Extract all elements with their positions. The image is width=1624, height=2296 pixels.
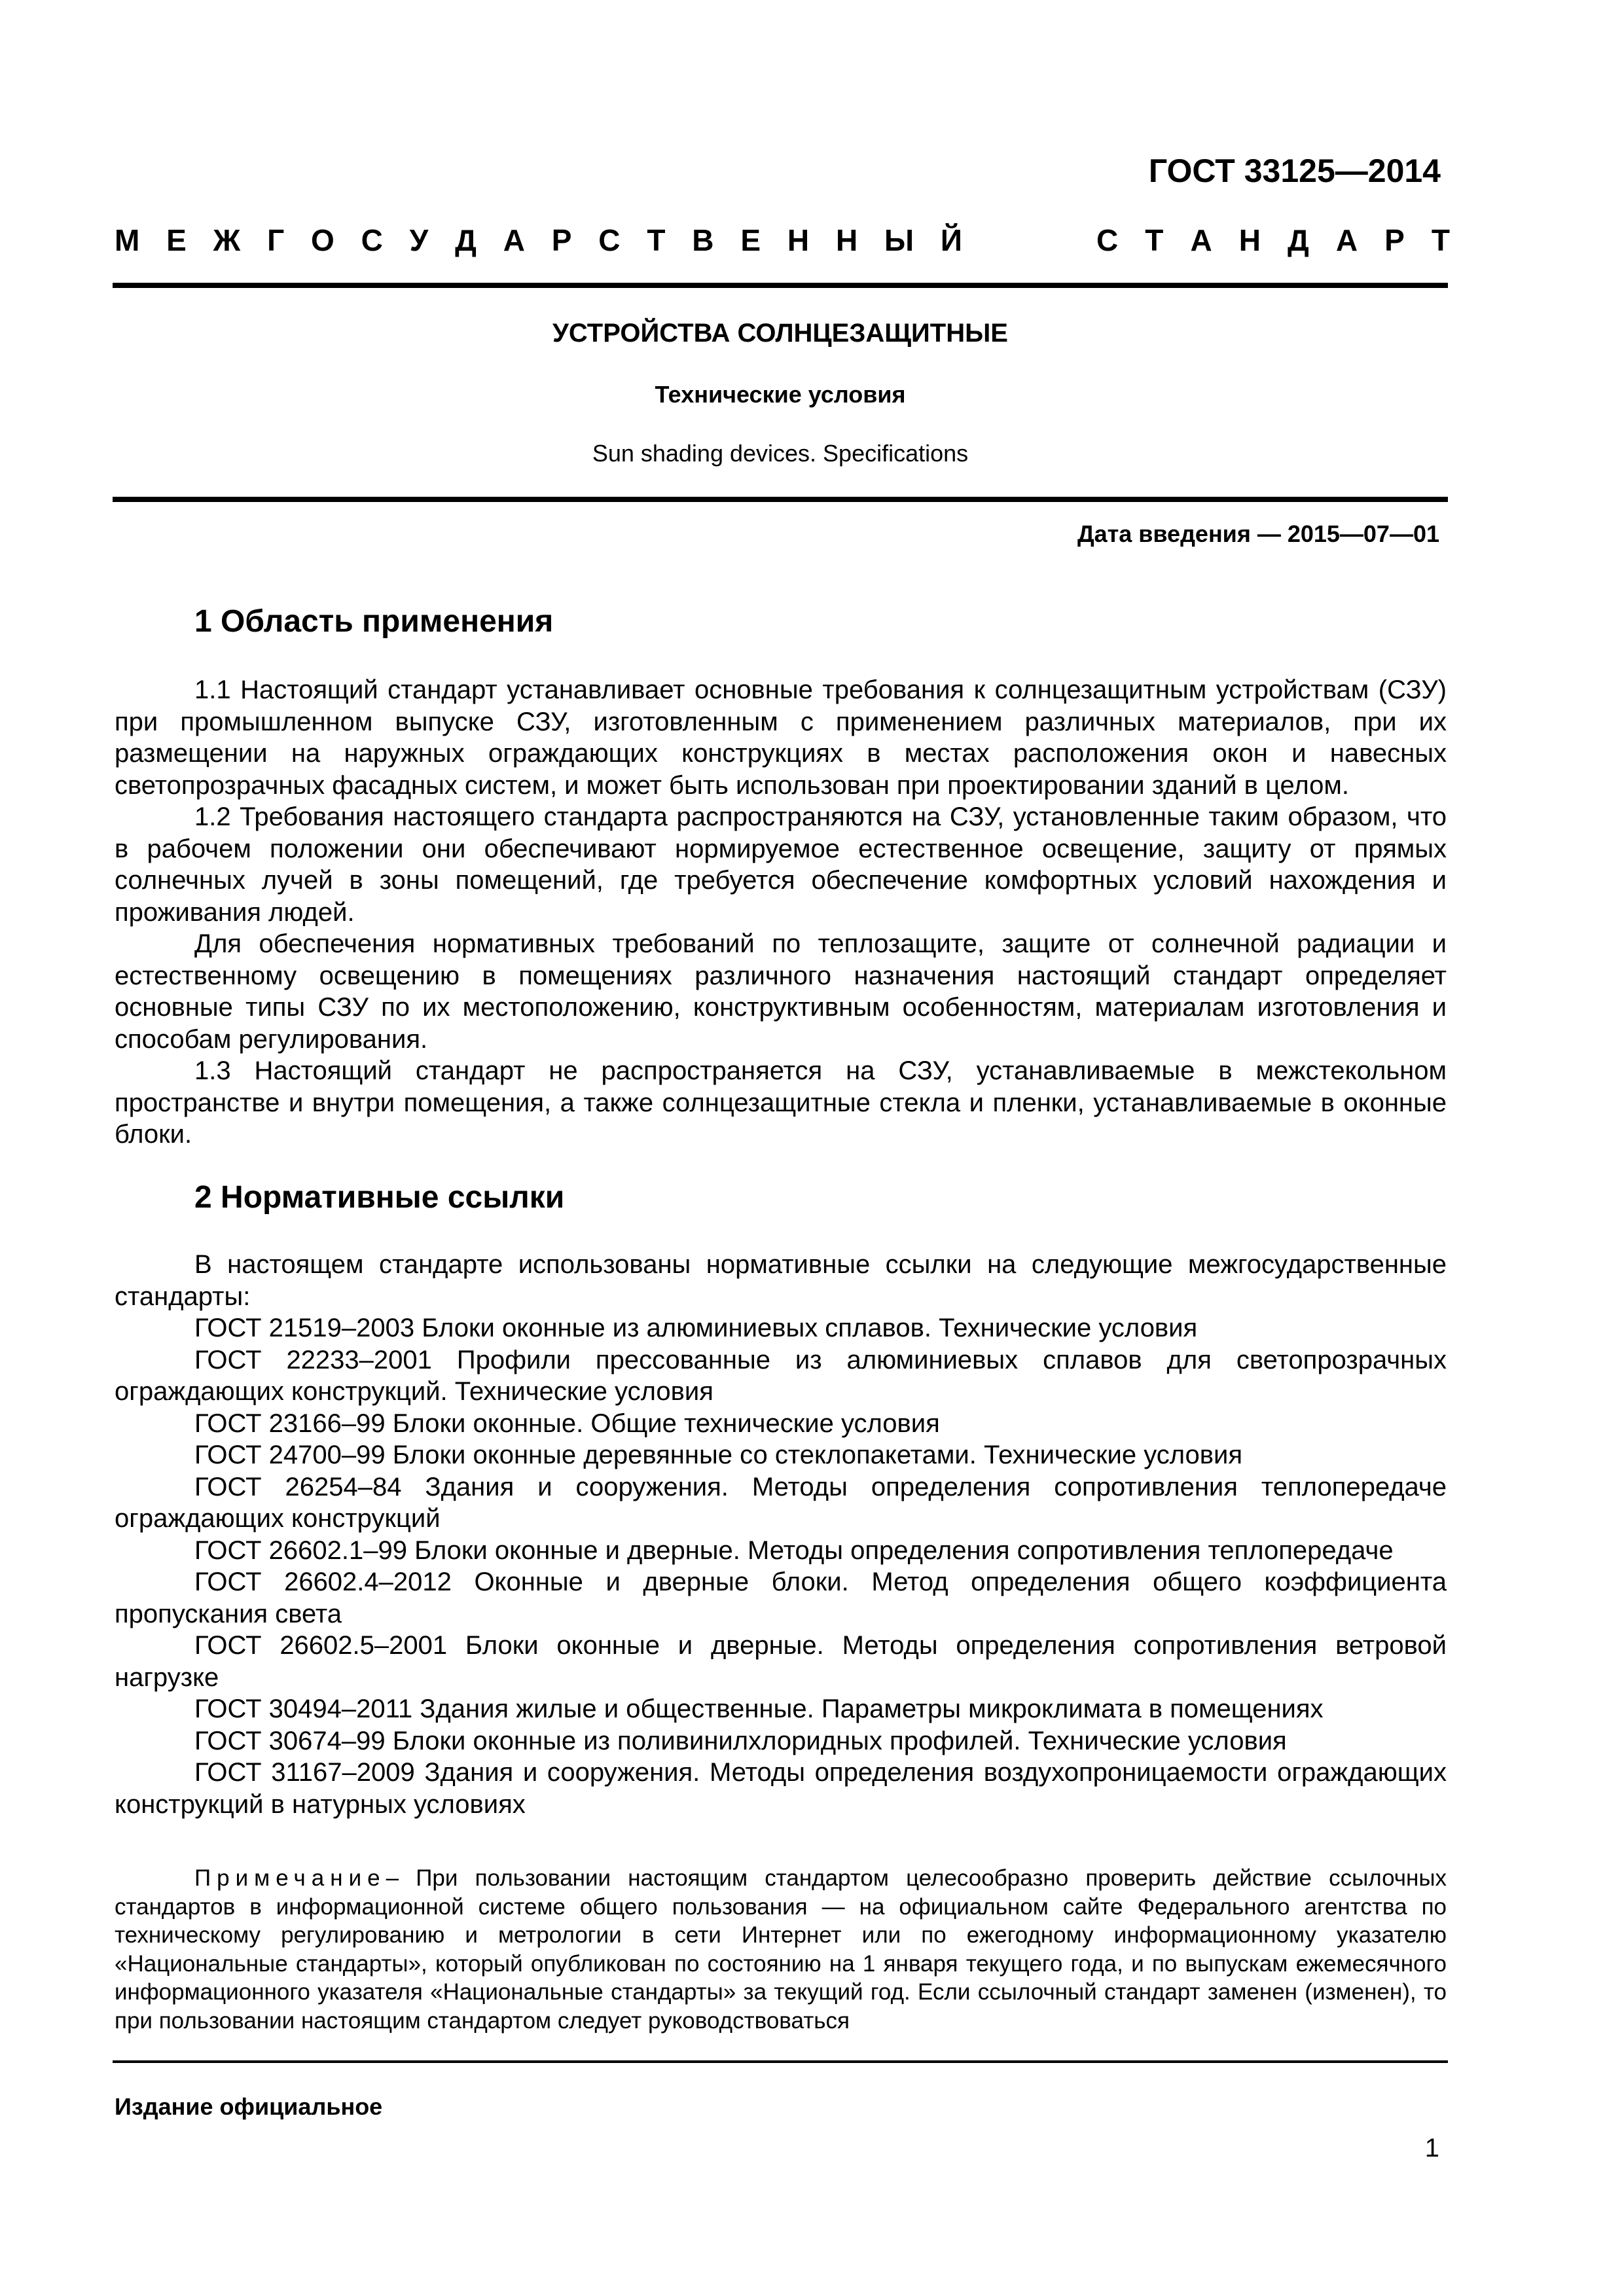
- section-1-heading: 1 Область применения: [194, 604, 554, 639]
- section-1-body: [115, 674, 1447, 1151]
- letter: Р: [1384, 223, 1405, 257]
- reference-item: ГОСТ 26602.4–2012 Оконные и дверные блоки. Метод определения общего коэффициента пропускания света: [115, 1568, 1447, 1628]
- section-2-heading: 2 Нормативные ссылки: [194, 1180, 565, 1215]
- letter: У: [409, 223, 429, 257]
- introduction-date: Дата введения — 2015—07—01: [1077, 520, 1439, 547]
- letter: Д: [455, 223, 477, 257]
- paragraph: В настоящем стандарте использованы нормативные ссылки на следующие межгосударственные стандарты:: [115, 1250, 1447, 1311]
- letter: Д: [1288, 223, 1309, 257]
- reference-item: ГОСТ 26254–84 Здания и сооружения. Методы определения сопротивления теплопередаче ограждающих конструкций: [115, 1472, 1447, 1533]
- standard-kind-word-standard: [1096, 223, 1450, 258]
- letter: Р: [551, 223, 572, 257]
- letter: А: [1335, 223, 1358, 257]
- footer-divider: [113, 2060, 1448, 2063]
- letter: Е: [166, 223, 187, 257]
- reference-item: ГОСТ 26602.5–2001 Блоки оконные и дверные. Методы определения сопротивления ветровой нагрузке: [115, 1631, 1447, 1692]
- paragraph: 1.3 Настоящий стандарт не распространяется на СЗУ, устанавливаемые в межстекольном пространстве и внутри помещения, а также солнцезащитные стекла и пленки, устанавливаемые в оконные блоки.: [115, 1056, 1447, 1149]
- letter: Ж: [213, 223, 241, 257]
- standard-kind-word-interstate: [115, 223, 962, 258]
- reference-item: ГОСТ 31167–2009 Здания и сооружения. Методы определения воздухопроницаемости ограждающих конструкций в натурных условиях: [115, 1758, 1447, 1819]
- letter: С: [361, 223, 383, 257]
- letter: С: [1096, 223, 1119, 257]
- reference-item: ГОСТ 21519–2003 Блоки оконные из алюминиевых сплавов. Технические условия: [194, 1314, 1198, 1342]
- note-label: Примечание: [194, 1865, 386, 1891]
- letter: Й: [940, 223, 962, 257]
- note-text: – При пользовании настоящим стандартом целесообразно проверить действие ссылочных стандартов в информационной системе общего пользования — на официальном сайте Федерального агентства по техническому регулированию и метрологии в сети Интернет или по ежегодному информационному указателю «Национальные стандарты», который опубликован по состоянию на 1 января текущего года, и по выпускам ежемесячного информационного указателя «Национальные стандарты» за текущий год. Если ссылочный стандарт заменен (изменен), то при пользовании настоящим стандартом следует руководствоваться: [115, 1865, 1447, 2034]
- note-paragraph: [115, 1864, 1447, 2035]
- letter: Т: [1431, 223, 1450, 257]
- reference-item: ГОСТ 23166–99 Блоки оконные. Общие технические условия: [194, 1408, 940, 1438]
- official-edition-label: Издание официальное: [115, 2093, 383, 2120]
- letter: Н: [835, 223, 858, 257]
- paragraph: Для обеспечения нормативных требований по теплозащите, защите от солнечной радиации и естественному освещению в помещениях различного назначения настоящий стандарт определяет основные типы СЗУ по их местоположению, конструктивным особенностям, материалам изготовления и способам регулирования.: [115, 929, 1447, 1054]
- reference-item: ГОСТ 22233–2001 Профили прессованные из алюминиевых сплавов для светопрозрачных ограждающих конструкций. Технические условия: [115, 1345, 1447, 1406]
- section-2-body: [115, 1249, 1447, 1820]
- reference-item: ГОСТ 24700–99 Блоки оконные деревянные со стеклопакетами. Технические условия: [194, 1441, 1243, 1469]
- standard-kind-heading: [115, 223, 1450, 258]
- document-title: УСТРОЙСТВА СОЛНЦЕЗАЩИТНЫЕ: [552, 319, 1008, 348]
- letter: Т: [1145, 223, 1164, 257]
- reference-item: ГОСТ 30494–2011 Здания жилые и общественные. Параметры микроклимата в помещениях: [194, 1695, 1324, 1723]
- paragraph: 1.1 Настоящий стандарт устанавливает основные требования к солнцезащитным устройствам (СЗУ) при промышленном выпуске СЗУ, изготовленным с применением различных материалов, при их размещении на наружных ограждающих конструкциях в местах расположения окон и навесных светопрозрачных фасадных систем, и может быть использован при проектировании зданий в целом.: [115, 675, 1447, 800]
- letter: С: [598, 223, 621, 257]
- letter: Н: [1238, 223, 1261, 257]
- document-subtitle: Технические условия: [655, 381, 906, 408]
- document-id: ГОСТ 33125—2014: [1148, 152, 1441, 189]
- title-divider: [113, 497, 1448, 502]
- letter: А: [503, 223, 525, 257]
- paragraph: 1.2 Требования настоящего стандарта распространяются на СЗУ, установленные таким образом, что в рабочем положении они обеспечивают нормируемое естественное освещение, защиту от прямых солнечных лучей в зоны помещений, где требуется обеспечение комфортных условий нахождения и проживания людей.: [115, 802, 1447, 927]
- letter: Ы: [884, 223, 914, 257]
- letter: Н: [787, 223, 810, 257]
- letter: М: [115, 223, 140, 257]
- header-divider: [113, 283, 1448, 288]
- letter: Т: [647, 223, 666, 257]
- letter: О: [310, 223, 334, 257]
- page-number: 1: [1424, 2134, 1439, 2162]
- letter: Г: [267, 223, 285, 257]
- letter: В: [692, 223, 714, 257]
- reference-item: ГОСТ 30674–99 Блоки оконные из поливинилхлоридных профилей. Технические условия: [194, 1726, 1287, 1755]
- reference-item: ГОСТ 26602.1–99 Блоки оконные и дверные. Методы определения сопротивления теплопередаче: [194, 1535, 1394, 1565]
- letter: А: [1190, 223, 1212, 257]
- letter: Е: [740, 223, 761, 257]
- english-title: Sun shading devices. Specifications: [592, 440, 969, 467]
